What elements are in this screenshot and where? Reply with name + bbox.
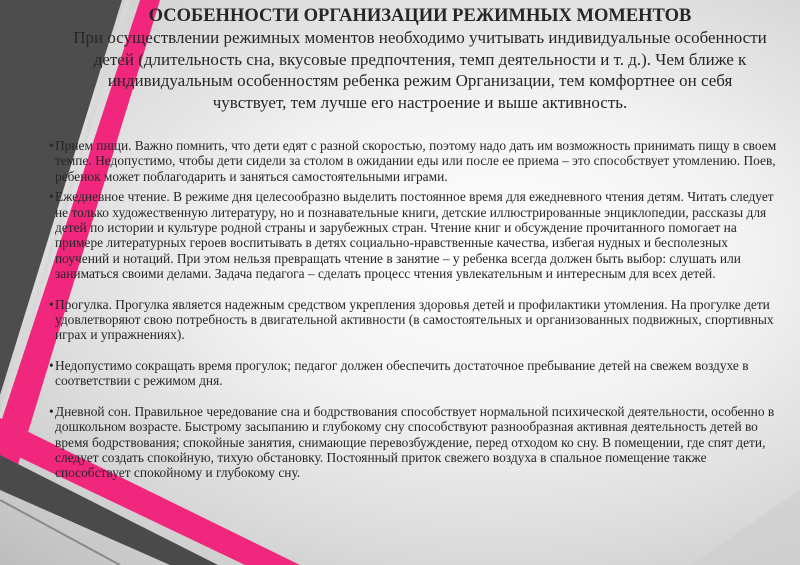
list-item-text: Недопустимо сокращать время прогулок; педагог должен обеспечить достаточное пребывание детей на свежем воздухе в соответствии с режимом дня.	[55, 357, 749, 389]
bullet-list	[45, 138, 780, 481]
list-item-reading	[45, 189, 780, 281]
bullet-marker: •	[49, 357, 54, 373]
list-item-text: Дневной сон. Правильное чередование сна и бодрствования способствует нормальной психической деятельности, особенно в дошкольном возрасте. Быстрому засыпанию и глубокому сну способствуют разнообразная активная деятельность детей во время бодрствования; спокойные занятия, снимающие перевозбуждение, перед отходом ко сну. В помещении, где спят дети, следует создать спокойную, тихую обстановку. Постоянный приток свежего воздуха в спальное помещение также способствует спокойному и глубокому сну.	[55, 403, 775, 481]
list-item-walk	[45, 297, 780, 343]
list-item-text: Ежедневное чтение. В режиме дня целесообразно выделить постоянное время для ежедневного чтения детям. Читать следует не только художественную литературу, но и познавательные книги, детские иллюстрированные энциклопедии, рассказы для детей по истории и культуре родной страны и зарубежных стран. Чтение книг и обсуждение прочитанного помогает на примере литературных героев воспитывать в детях социально-нравственные качества, избегая нудных и бесполезных поучений и нотаций. При этом нельзя превращать чтение в занятие – у ребенка всегда должен быть выбор: слушать или заниматься своими делами. Задача педагога – сделать процесс чтения увлекательным и интересным для всех детей.	[55, 189, 774, 282]
bullet-marker: •	[49, 138, 54, 153]
bullet-marker: •	[49, 403, 54, 419]
bullet-marker: •	[49, 189, 54, 205]
list-item-sleep	[45, 404, 780, 481]
page-title: ОСОБЕННОСТИ ОРГАНИЗАЦИИ РЕЖИМНЫХ МОМЕНТОВ	[148, 6, 692, 26]
bottom-right-shade	[690, 490, 800, 565]
list-item-text: Прием пищи. Важно помнить, что дети едят с разной скоростью, поэтому надо дать им возможность принимать пищу в своем темпе. Недопустимо, чтобы дети сидели за столом в ожидании еды или после ее приема – это способствует утомлению. Поев, ребенок может поблагодарить и заняться самостоятельными играми.	[55, 138, 777, 184]
header	[70, 6, 770, 113]
list-item-text: Прогулка. Прогулка является надежным средством укрепления здоровья детей и профилактики утомления. На прогулке дети удовлетворяют свою потребность в двигательной активности (в самостоятельных и организованных подвижных, спортивных играх и упражнениях).	[55, 296, 774, 343]
list-item-meal	[45, 138, 780, 184]
bullet-marker: •	[49, 296, 54, 312]
intro-paragraph: При осуществлении режимных моментов необходимо учитывать индивидуальные особенности детей (длительность сна, вкусовые предпочтения, темп деятельности и т. д.). Чем ближе к индивидуальным особенностям ребенка режим Организации, тем комфортнее он себя чувствует, тем лучше его настроение и выше активность.	[73, 28, 767, 112]
list-item-walk-time	[45, 358, 780, 389]
